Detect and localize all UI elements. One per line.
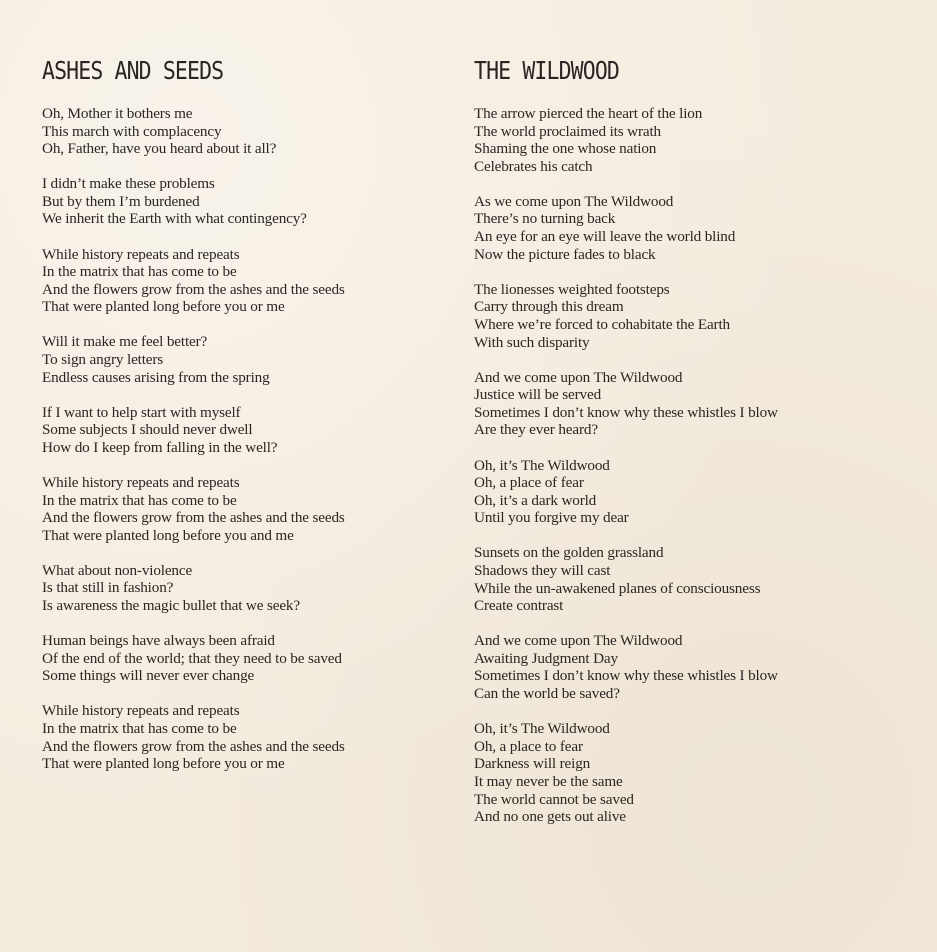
lyric-line: Can the world be saved? (474, 685, 620, 703)
lyric-line: And no one gets out alive (474, 808, 626, 826)
lyric-line: What about non-violence (42, 561, 193, 579)
lyric-line: Oh, it’s The Wildwood (474, 456, 610, 474)
lyric-line: How do I keep from falling in the well? (42, 438, 278, 456)
stanza (42, 702, 442, 772)
lyric-line: Will it make me feel better? (42, 333, 208, 351)
lyric-line: And the flowers grow from the ashes and the seeds (42, 737, 345, 755)
lyric-line: Some subjects I should never dwell (42, 421, 253, 439)
song-title: THE WILDWOOD (474, 56, 620, 85)
lyric-line: Is awareness the magic bullet that we seek? (42, 597, 300, 615)
lyric-line: Now the picture fades to black (474, 245, 656, 263)
lyric-line: Celebrates his catch (474, 157, 593, 175)
lyric-line: To sign angry letters (42, 351, 164, 369)
lyric-line: This march with complacency (42, 122, 222, 140)
lyric-line: And we come upon The Wildwood (474, 632, 683, 650)
lyric-line: I didn’t make these problems (42, 175, 215, 193)
lyric-line: An eye for an eye will leave the world blind (474, 228, 736, 246)
lyric-line: With such disparity (474, 333, 590, 351)
lyric-line: Awaiting Judgment Day (474, 649, 618, 667)
stanza (42, 333, 442, 386)
lyric-line: In the matrix that has come to be (42, 263, 237, 281)
stanza (474, 457, 914, 527)
stanza (42, 562, 442, 615)
lyric-line: That were planted long before you or me (42, 298, 285, 316)
stanza (474, 193, 914, 263)
lyric-line: It may never be the same (474, 772, 623, 790)
stanza (474, 632, 914, 702)
stanza (474, 720, 914, 826)
lyric-line: Create contrast (474, 597, 564, 615)
lyric-line: While the un-awakened planes of consciousness (474, 579, 761, 597)
song-title: ASHES AND SEEDS (42, 56, 224, 85)
lyric-line: The lionesses weighted footsteps (474, 280, 670, 298)
lyric-line: Where we’re forced to cohabitate the Earth (474, 315, 730, 333)
lyric-line: Some things will never ever change (42, 667, 255, 685)
stanza (42, 246, 442, 316)
lyric-line: And we come upon The Wildwood (474, 368, 683, 386)
lyric-line: Human beings have always been afraid (42, 632, 275, 650)
lyric-line: In the matrix that has come to be (42, 720, 237, 738)
lyric-line: We inherit the Earth with what contingency? (42, 210, 307, 228)
lyric-line: While history repeats and repeats (42, 245, 240, 263)
lyric-line: Oh, a place of fear (474, 474, 584, 492)
lyrics-body (42, 105, 442, 773)
lyric-line: Sunsets on the golden grassland (474, 544, 664, 562)
lyric-line: Oh, it’s The Wildwood (474, 720, 610, 738)
lyrics-body (474, 105, 914, 826)
lyric-line: That were planted long before you and me (42, 526, 294, 544)
lyric-line: Darkness will reign (474, 755, 591, 773)
lyric-line: As we come upon The Wildwood (474, 192, 674, 210)
stanza (474, 105, 914, 175)
lyric-line: Endless causes arising from the spring (42, 368, 270, 386)
lyric-line: The arrow pierced the heart of the lion (474, 105, 703, 122)
stanza (42, 404, 442, 457)
lyric-line: If I want to help start with myself (42, 403, 241, 421)
lyric-line: Of the end of the world; that they need to be saved (42, 649, 342, 667)
lyric-line: While history repeats and repeats (42, 474, 240, 491)
lyric-line: While history repeats and repeats (42, 702, 240, 720)
stanza (42, 632, 442, 685)
lyric-line: Sometimes I don’t know why these whistles I blow (474, 667, 778, 685)
lyric-line: Oh, Mother it bothers me (42, 105, 193, 122)
stanza (474, 281, 914, 351)
stanza (474, 369, 914, 439)
lyric-line: Shaming the one whose nation (474, 140, 657, 158)
lyric-line: Oh, it’s a dark world (474, 491, 597, 509)
lyric-line: Sometimes I don’t know why these whistles I blow (474, 403, 778, 421)
lyric-line: There’s no turning back (474, 210, 616, 228)
stanza (42, 474, 442, 544)
stanza (42, 175, 442, 228)
lyric-line: And the flowers grow from the ashes and the seeds (42, 280, 345, 298)
lyric-line: Are they ever heard? (474, 421, 598, 439)
lyric-line: Until you forgive my dear (474, 509, 629, 527)
stanza (42, 105, 442, 158)
lyric-line: Justice will be served (474, 386, 602, 404)
song-column-the-wildwood (474, 56, 914, 843)
lyric-line: In the matrix that has come to be (42, 491, 237, 509)
lyric-line: The world cannot be saved (474, 790, 634, 808)
lyric-line: The world proclaimed its wrath (474, 122, 661, 140)
lyric-line: And the flowers grow from the ashes and the seeds (42, 509, 345, 527)
lyric-line: Oh, Father, have you heard about it all? (42, 140, 277, 158)
lyric-line: That were planted long before you or me (42, 755, 285, 773)
song-column-ashes-and-seeds (42, 56, 442, 790)
lyric-line: Oh, a place to fear (474, 737, 583, 755)
lyric-line: Carry through this dream (474, 298, 624, 316)
lyric-line: Is that still in fashion? (42, 579, 174, 597)
lyric-line: Shadows they will cast (474, 561, 611, 579)
lyric-line: But by them I’m burdened (42, 192, 200, 210)
stanza (474, 544, 914, 614)
